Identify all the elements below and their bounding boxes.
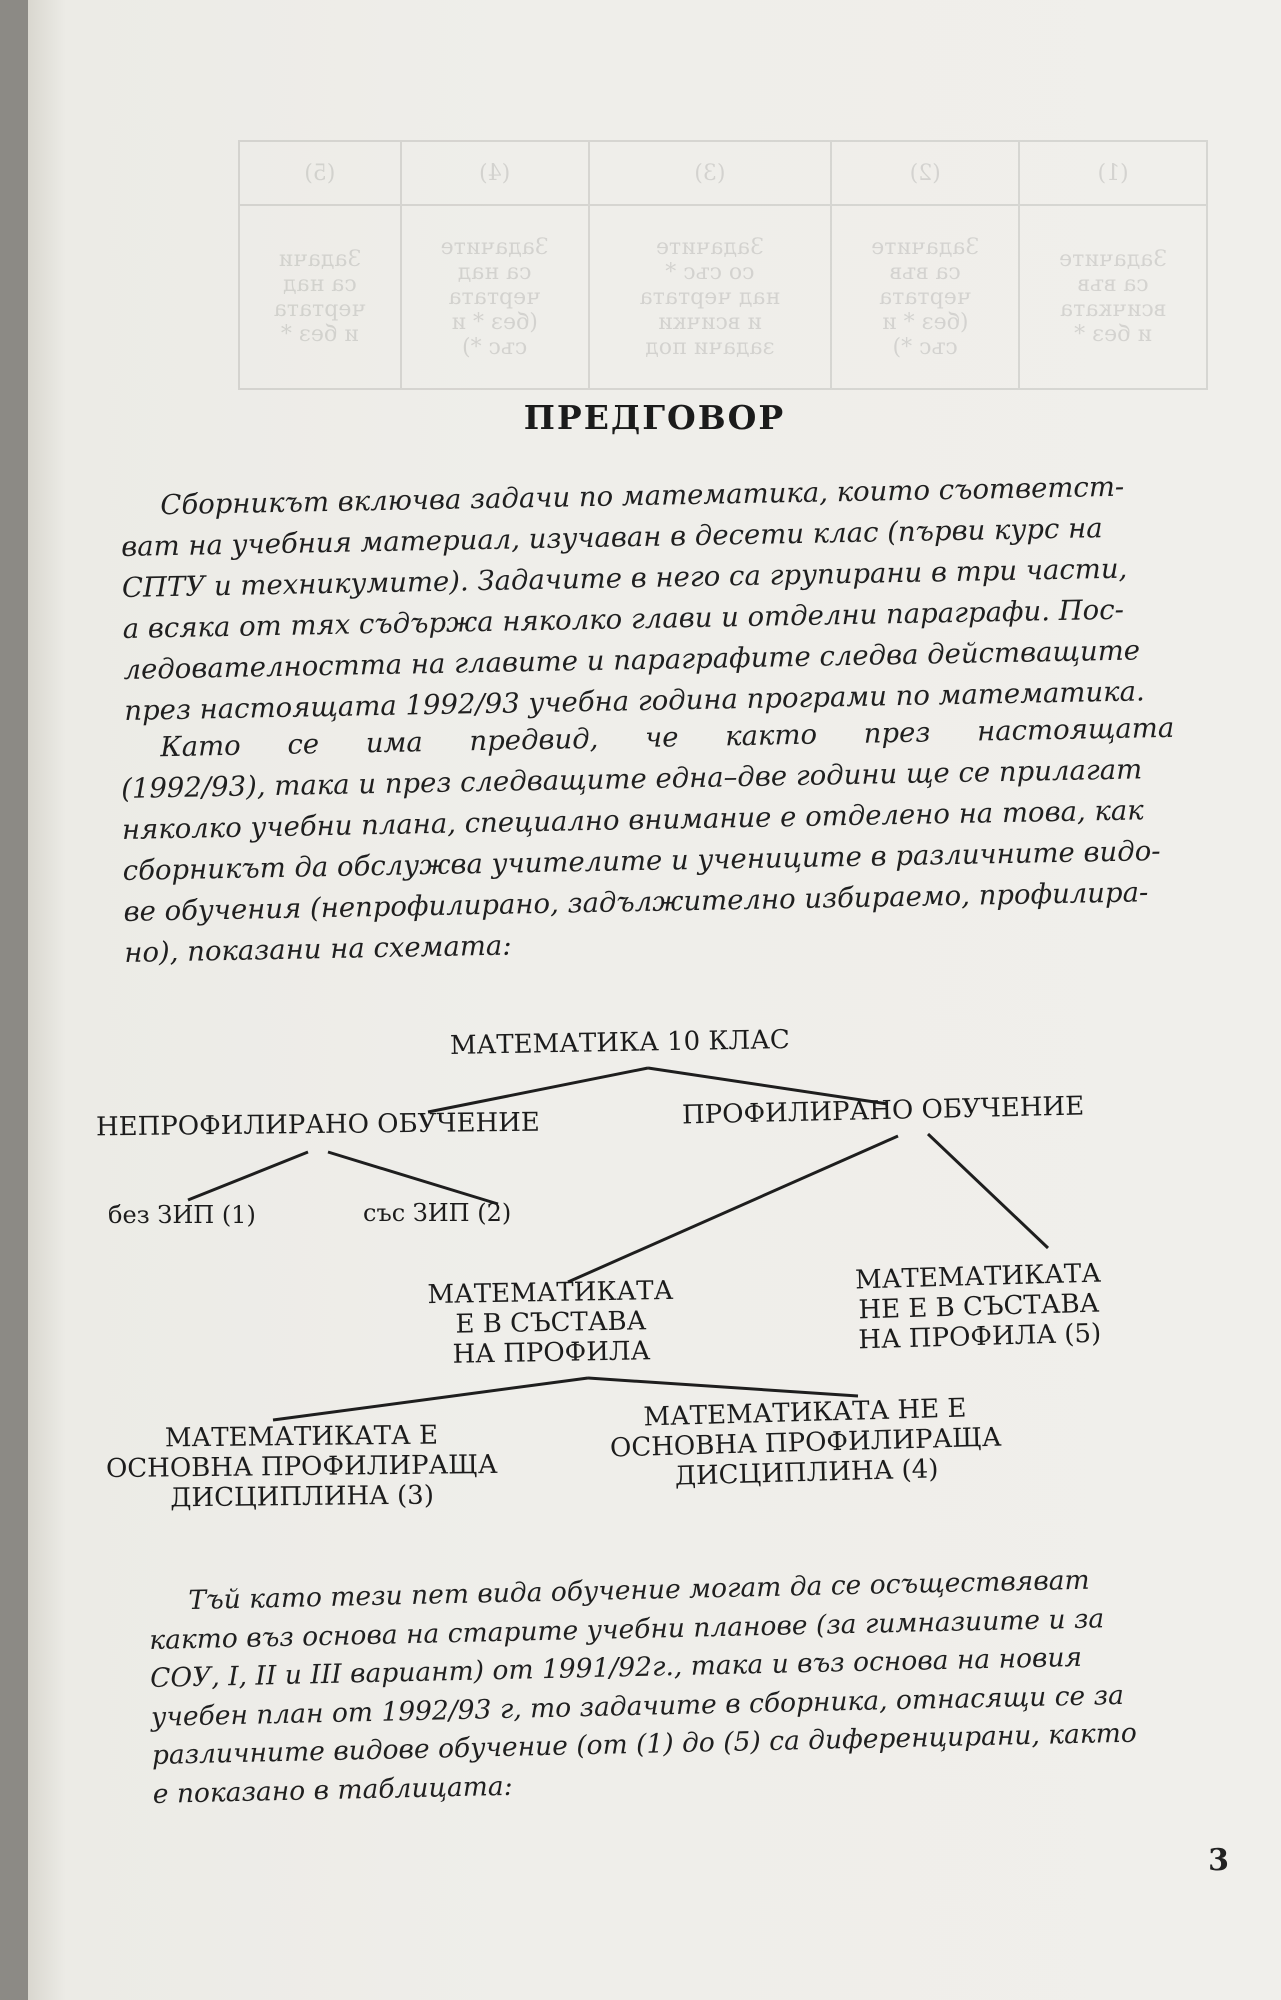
edge-nonprofiled-without-zip [188, 1152, 308, 1200]
bleed-header: (1) [1019, 141, 1207, 205]
node-not-basic-discipline: МАТЕМАТИКАТА НЕ Е ОСНОВНА ПРОФИЛИРАЩА ДИСЦИПЛИНА (4) [609, 1393, 1002, 1492]
paragraph-table-intro [148, 1558, 1243, 1814]
text-line: СПТУ и техникумите). Задачите в него са групирани в три части, [121, 552, 1128, 604]
text-line: ват на учебния материал, изучаван в десети клас (първи курс на [120, 512, 1103, 563]
node-non-profiled: НЕПРОФИЛИРАНО ОБУЧЕНИЕ [95, 1107, 540, 1143]
bleed-header: (2) [831, 141, 1019, 205]
edge-root-nonprofiled [428, 1068, 648, 1112]
edge-nonprofiled-with-zip [328, 1152, 498, 1204]
bleed-cell: Задачите со със * над чертата и всички задачи под [589, 205, 832, 389]
bleed-cell: Задачите са над чертата (без * и със *) [401, 205, 589, 389]
text-line: е показано в таблицата: [152, 1770, 513, 1810]
node-root: МАТЕМАТИКА 10 КЛАС [449, 1025, 791, 1061]
node-profiled: ПРОФИЛИРАНО ОБУЧЕНИЕ [681, 1091, 1085, 1131]
text-line: през настоящата 1992/93 учебна година програми по математика. [124, 675, 1145, 727]
text-line: ледователността на главите и параграфите следва действащите [123, 634, 1141, 686]
text-line: СОУ, I, II и III вариант) от 1991/92г., така и въз основа на новия [149, 1641, 1083, 1694]
text-line: но), показани на схемата: [124, 929, 512, 969]
text-line: Сборникът включва задачи по математика, които съответст- [160, 470, 1125, 522]
edge-in-profile-basic [273, 1378, 588, 1420]
bleed-cell: Задачите са във чертата (без * и със *) [831, 205, 1019, 389]
text-line: както въз основа на старите учебни планове (за гимназиите и за [148, 1602, 1105, 1656]
page-title: ПРЕДГОВОР [523, 398, 786, 437]
text-line: сборникът да обслужва учителите и учениците в различните видо- [122, 835, 1161, 887]
node-not-in-profile: МАТЕМАТИКАТА НЕ Е В СЪСТАВА НА ПРОФИЛА (5) [854, 1258, 1102, 1356]
node-with-zip: със ЗИП (2) [363, 1199, 512, 1227]
node-in-profile: МАТЕМАТИКАТА Е В СЪСТАВА НА ПРОФИЛА [427, 1275, 674, 1370]
text-line: Тъй като тези пет вида обучение могат да се осъществяват [188, 1564, 1090, 1617]
node-basic-discipline: МАТЕМАТИКАТА Е ОСНОВНА ПРОФИЛИРАЩА ДИСЦИПЛИНА (3) [105, 1420, 498, 1514]
bleed-header: (3) [589, 141, 832, 205]
text-line: (1992/93), така и през следващите една–две години ще се прилагат [120, 753, 1143, 805]
bleed-header: (5) [239, 141, 401, 205]
bleed-cell: Задачи са над чертата и без * [239, 205, 401, 389]
text-line: различните видове обучение (от (1) до (5) са диференцирани, както [151, 1717, 1138, 1771]
edge-profiled-in-profile [568, 1136, 898, 1282]
page-number: 3 [1208, 1843, 1229, 1878]
node-without-zip: без ЗИП (1) [108, 1201, 256, 1229]
edge-profiled-not-in-profile [928, 1134, 1048, 1248]
text-line: ве обучения (непрофилирано, задължително избираемо, профилира- [123, 876, 1149, 928]
text-line: учебен план от 1992/93 г, то задачите в сборника, отнасящи се за [150, 1679, 1125, 1733]
text-line: а всяка от тях съдържа няколко глави и отделни параграфи. Пос- [122, 593, 1125, 645]
edge-in-profile-not-basic [588, 1378, 858, 1396]
book-page [28, 0, 1281, 2000]
text-line: няколко учебни плана, специално внимание е отделено на това, как [121, 794, 1144, 846]
text-line: Като се има предвид, че както през настоящата [160, 711, 1175, 764]
bleed-cell: Задачите са във всичката и без * [1019, 205, 1207, 389]
bleed-header: (4) [401, 141, 589, 205]
